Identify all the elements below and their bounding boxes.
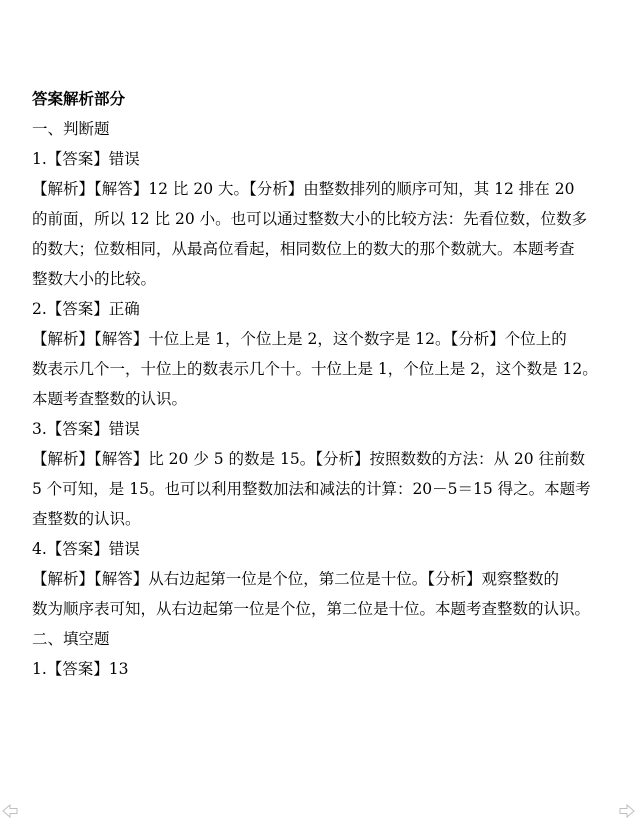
analysis-line: 5 个可知，是 15。也可以利用整数加法和减法的计算：20－5＝15 得之。本题考 (32, 480, 591, 498)
arrow-right-icon[interactable] (619, 803, 635, 819)
analysis-line: 的数大；位数相同，从最高位看起，相同数位上的数大的那个数就大。本题考查 (32, 240, 575, 258)
section-heading-fill-blank: 二、填空题 (32, 630, 110, 648)
analysis-line: 【解析】【解答】12 比 20 大。【分析】由整数排列的顺序可知，其 12 排在 20 (32, 180, 575, 198)
analysis-line: 数表示几个一，十位上的数表示几个十。十位上是 1，个位上是 2，这个数是 12。 (32, 360, 598, 378)
analysis-line: 【解析】【解答】比 20 少 5 的数是 15。【分析】按照数数的方法：从 20 往前数 (32, 450, 586, 468)
fill-answer-1: 1.【答案】13 (32, 660, 129, 678)
arrow-left-icon[interactable] (2, 803, 18, 819)
document-title: 答案解析部分 (32, 90, 126, 108)
analysis-1 (32, 174, 594, 294)
answer-4: 4.【答案】错误 (32, 540, 140, 558)
analysis-line: 【解析】【解答】十位上是 1，个位上是 2，这个数字是 12。【分析】个位上的 (32, 330, 567, 348)
analysis-line: 【解析】【解答】从右边起第一位是个位，第二位是十位。【分析】观察整数的 (32, 570, 560, 588)
analysis-3 (32, 444, 594, 534)
answer-2: 2.【答案】正确 (32, 300, 140, 318)
analysis-4 (32, 564, 594, 624)
analysis-line: 本题考查整数的认识。 (32, 390, 188, 408)
analysis-line: 的前面，所以 12 比 20 小。也可以通过整数大小的比较方法：先看位数，位数多 (32, 210, 588, 228)
answer-3: 3.【答案】错误 (32, 420, 140, 438)
answer-1: 1.【答案】错误 (32, 150, 140, 168)
analysis-line: 查整数的认识。 (32, 510, 141, 528)
document-page (32, 84, 598, 684)
section-heading-judgement: 一、判断题 (32, 120, 110, 138)
analysis-line: 数为顺序表可知，从右边起第一位是个位，第二位是十位。本题考查整数的认识。 (32, 600, 591, 618)
analysis-line: 整数大小的比较。 (32, 270, 157, 288)
analysis-2 (32, 324, 598, 414)
